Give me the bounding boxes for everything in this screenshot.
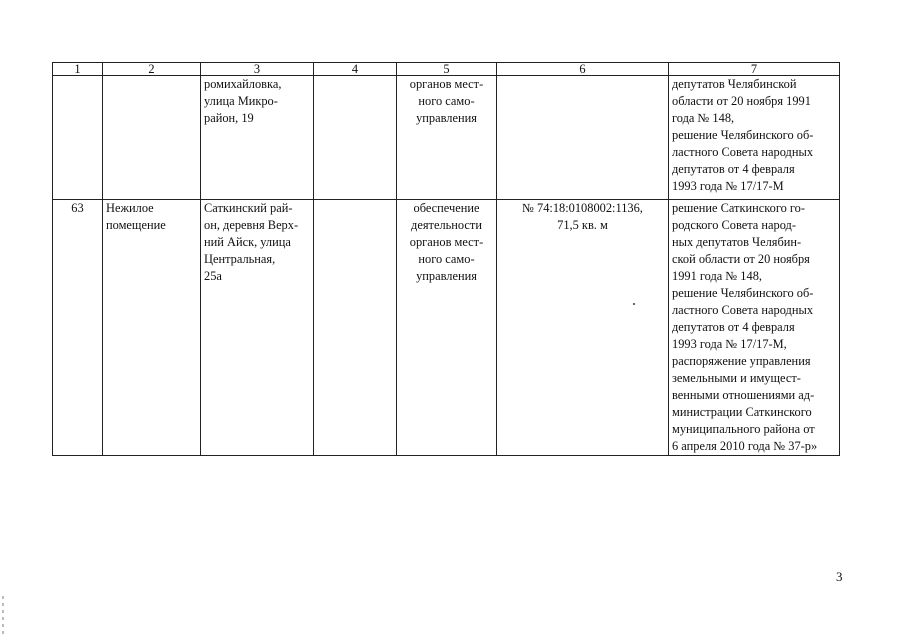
table-row (53, 200, 840, 456)
cell-line: года № 148, (672, 111, 735, 125)
cell-line: 25а (204, 269, 222, 283)
header-cell: 6 (497, 63, 669, 76)
cell-cadastral (497, 76, 669, 200)
cell-line: 71,5 кв. м (557, 218, 608, 232)
header-cell: 1 (53, 63, 103, 76)
table-row (53, 76, 840, 200)
cell-line: 1993 года № 17/17-М (672, 179, 784, 193)
cell-line: 1991 года № 148, (672, 269, 762, 283)
cell-line: управления (416, 269, 477, 283)
header-cell: 5 (397, 63, 497, 76)
cell-line: управления (416, 111, 477, 125)
cell-line: 6 апреля 2010 года № 37-р» (672, 439, 818, 453)
cell-line: Саткинский рай- (204, 201, 293, 215)
cell-line: район, 19 (204, 111, 254, 125)
cell-address (201, 76, 314, 200)
cell-line: родского Совета народ- (672, 218, 796, 232)
cell-number (53, 200, 103, 456)
cell-line: решение Саткинского го- (672, 201, 805, 215)
cell-line: ластного Совета народных (672, 303, 814, 317)
scan-edge-marks (2, 596, 4, 636)
header-cell: 3 (201, 63, 314, 76)
header-row (53, 63, 840, 76)
cell-line: деятельности (411, 218, 482, 232)
cell-line: распоряжение управления (672, 354, 811, 368)
cell-line: № 74:18:0108002:1136, (522, 201, 643, 215)
cell-line: венными отношениями ад- (672, 388, 815, 402)
cell-line: решение Челябинского об- (672, 128, 814, 142)
cell-line: ного само- (418, 252, 475, 266)
cell-line: органов мест- (409, 235, 484, 249)
cell-line: области от 20 ноября 1991 (672, 94, 811, 108)
cell-line: земельными и имущест- (672, 371, 801, 385)
cell-line: Центральная, (204, 252, 276, 266)
cell-purpose (397, 200, 497, 456)
cell-line: депутатов от 4 февраля (672, 320, 795, 334)
cell-col4 (314, 76, 397, 200)
property-table (52, 62, 840, 456)
cell-line: обеспечение (413, 201, 480, 215)
cell-line: решение Челябинского об- (672, 286, 814, 300)
cell-line: депутатов Челябинской (672, 77, 797, 91)
cell-line: 1993 года № 17/17-М, (672, 337, 787, 351)
header-cell: 2 (103, 63, 201, 76)
cell-number (53, 76, 103, 200)
cell-line: улица Микро- (204, 94, 278, 108)
cell-line: ластного Совета народных (672, 145, 814, 159)
cell-col4 (314, 200, 397, 456)
cell-line: ного само- (418, 94, 475, 108)
cell-line: ской области от 20 ноября (672, 252, 810, 266)
cell-line: помещение (106, 218, 166, 232)
header-cell: 7 (669, 63, 840, 76)
cell-line: органов мест- (409, 77, 484, 91)
cell-address (201, 200, 314, 456)
page-number: 3 (836, 569, 843, 584)
cell-basis (669, 200, 840, 456)
cell-line: министрации Саткинского (672, 405, 812, 419)
scan-speck (633, 303, 635, 305)
cell-line: ромихайловка, (204, 77, 282, 91)
cell-basis (669, 76, 840, 200)
cell-line: 63 (71, 201, 84, 215)
cell-line: Нежилое (106, 201, 154, 215)
cell-purpose (397, 76, 497, 200)
cell-object (103, 200, 201, 456)
cell-line: муниципального района от (672, 422, 815, 436)
cell-object (103, 76, 201, 200)
cell-line: депутатов от 4 февраля (672, 162, 795, 176)
cell-cadastral (497, 200, 669, 456)
header-cell: 4 (314, 63, 397, 76)
cell-line: он, деревня Верх- (204, 218, 299, 232)
cell-line: ных депутатов Челябин- (672, 235, 802, 249)
cell-line: ний Айск, улица (204, 235, 291, 249)
